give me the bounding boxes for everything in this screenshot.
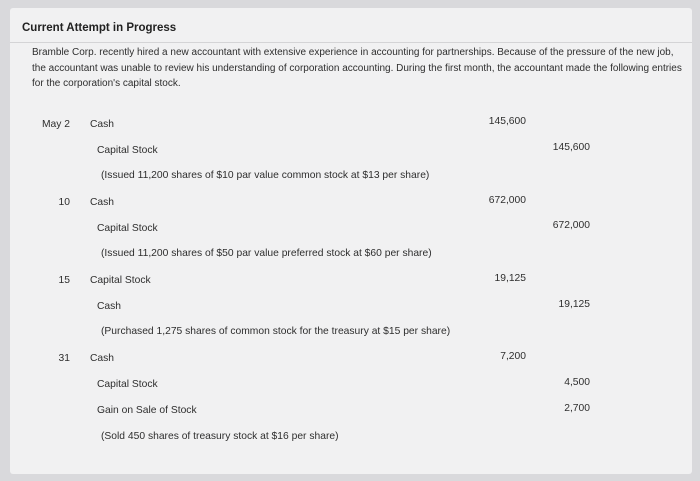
- credit-amount: 4,500: [564, 377, 590, 388]
- credit-account: Capital Stock: [97, 145, 158, 156]
- problem-statement: Bramble Corp. recently hired a new accountant with extensive experience in accounting for partnerships. Because of the pressure of the new job, the accountant was unable to review his understanding of corporation accounting. During the first month, the accountant made the following entries for the corporation's capital stock.: [32, 47, 682, 89]
- credit-amount: 145,600: [552, 142, 590, 153]
- credit-account: Capital Stock: [97, 379, 158, 390]
- page-title: Current Attempt in Progress: [22, 22, 177, 34]
- entry-date: 15: [58, 275, 70, 286]
- debit-account: Cash: [90, 197, 115, 208]
- debit-account: Capital Stock: [90, 275, 151, 286]
- credit-account: Gain on Sale of Stock: [97, 405, 197, 416]
- debit-amount: 19,125: [494, 273, 526, 284]
- credit-amount: 19,125: [558, 299, 590, 310]
- header-divider: [10, 42, 692, 43]
- entry-explanation: (Sold 450 shares of treasury stock at $16 per share): [101, 431, 339, 442]
- debit-account: Cash: [90, 119, 115, 130]
- entry-date: May 2: [41, 119, 70, 130]
- credit-amount: 672,000: [552, 220, 590, 231]
- entry-date: 31: [58, 353, 70, 364]
- debit-amount: 672,000: [488, 195, 526, 206]
- entry-explanation: (Purchased 1,275 shares of common stock for the treasury at $15 per share): [101, 326, 451, 337]
- credit-account: Capital Stock: [97, 223, 158, 234]
- entry-date: 10: [58, 197, 70, 208]
- credit-account: Cash: [97, 301, 122, 312]
- debit-amount: 7,200: [500, 351, 526, 362]
- debit-amount: 145,600: [488, 116, 526, 127]
- credit-amount: 2,700: [564, 403, 590, 414]
- entry-explanation: (Issued 11,200 shares of $10 par value common stock at $13 per share): [101, 170, 430, 181]
- entry-explanation: (Issued 11,200 shares of $50 par value preferred stock at $60 per share): [101, 248, 432, 259]
- debit-account: Cash: [90, 353, 115, 364]
